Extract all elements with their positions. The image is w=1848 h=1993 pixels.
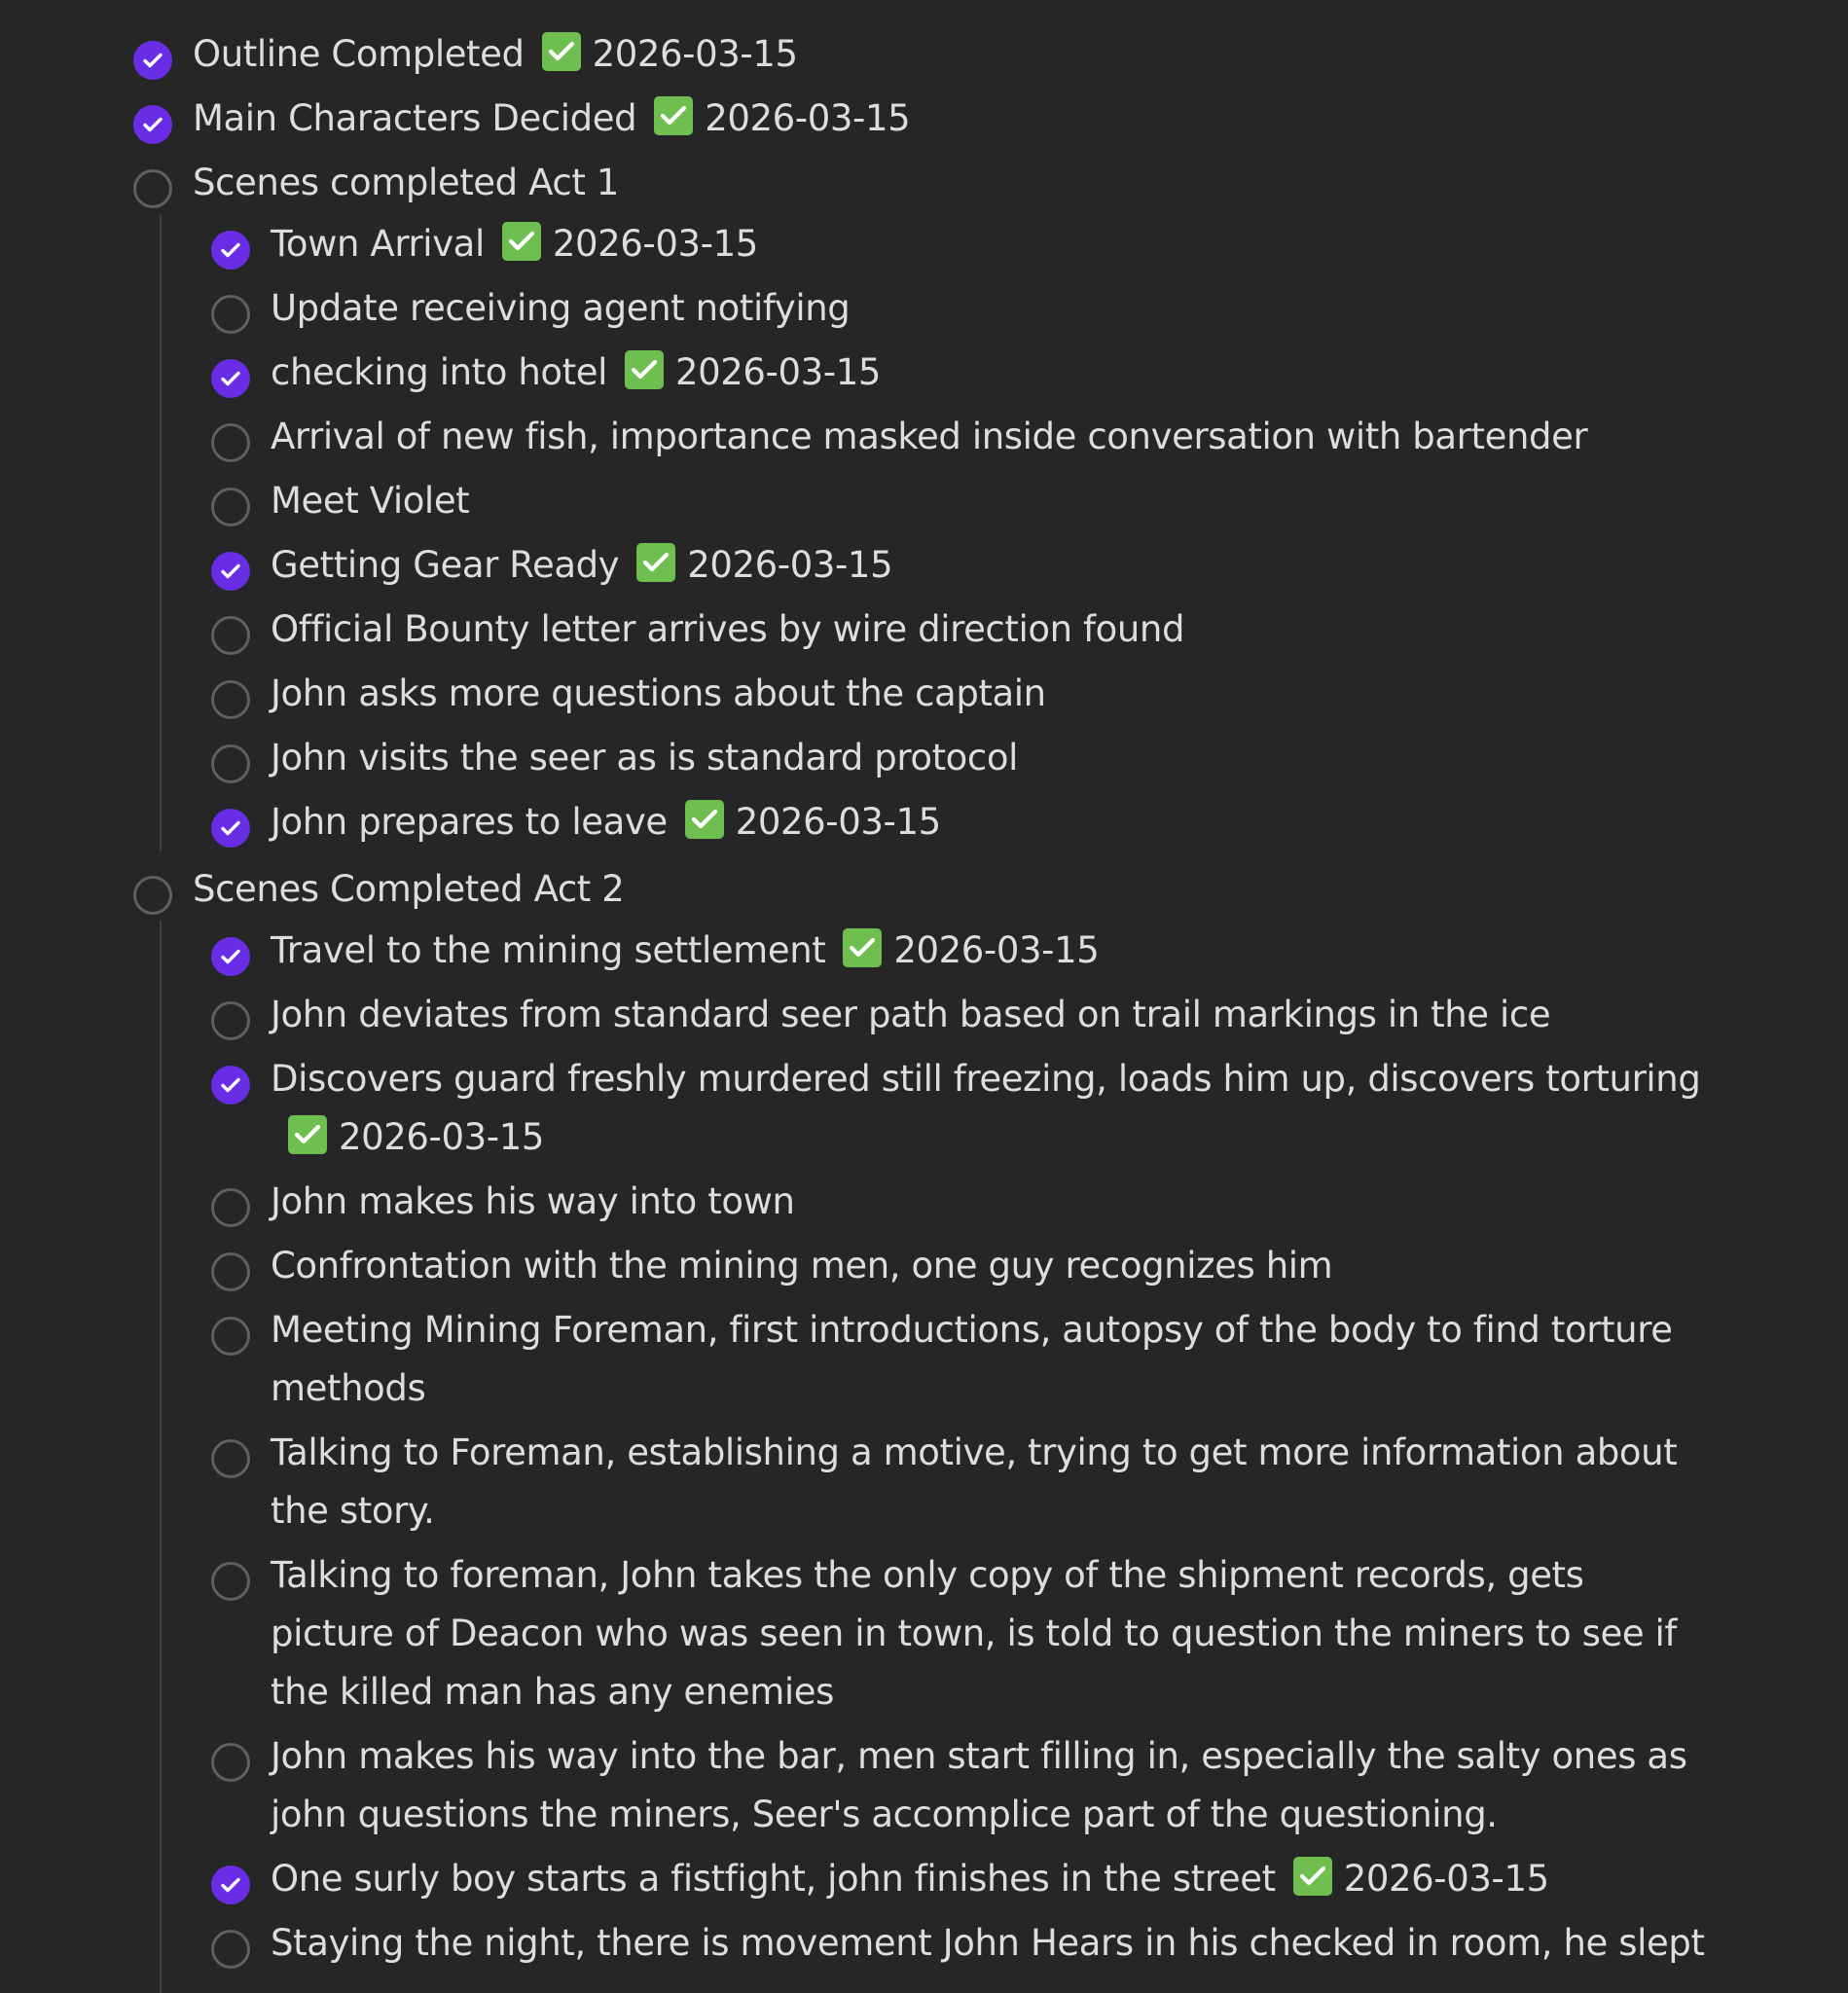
task-text — [271, 1546, 1710, 1721]
task-label: Arrival of new fish, importance masked inside conversation with bartender — [271, 416, 1588, 457]
task-item-john-asks-questions — [211, 665, 1710, 723]
empty-circle-icon[interactable] — [211, 1317, 250, 1356]
task-label: John prepares to leave — [271, 801, 668, 843]
indent-guide-act-2 — [160, 921, 162, 1993]
task-item-john-makes-way-into-town — [211, 1173, 1710, 1231]
task-label: Scenes completed Act 1 — [193, 162, 619, 203]
task-item-getting-gear-ready — [211, 536, 1710, 595]
task-item-checking-into-hotel — [211, 344, 1710, 402]
task-text — [271, 1727, 1710, 1844]
empty-circle-icon[interactable] — [211, 1001, 250, 1040]
task-label: One surly boy starts a fistfight, john finishes in the street — [271, 1858, 1276, 1900]
task-label: John asks more questions about the captain — [271, 672, 1046, 714]
task-item-john-into-bar — [211, 1727, 1710, 1844]
done-date: 2026-03-15 — [1343, 1858, 1549, 1900]
empty-circle-icon[interactable] — [211, 1252, 250, 1291]
task-item-talking-to-foreman-records — [211, 1546, 1710, 1721]
task-label: Main Characters Decided — [193, 97, 637, 139]
empty-circle-icon[interactable] — [211, 744, 250, 783]
task-label: Getting Gear Ready — [271, 544, 620, 586]
empty-circle-icon[interactable] — [133, 169, 172, 208]
check-circle-icon[interactable] — [211, 359, 250, 398]
task-item-travel-to-mining-settlement — [211, 922, 1710, 980]
task-text — [271, 472, 469, 530]
empty-circle-icon[interactable] — [211, 488, 250, 526]
task-item-confrontation-mining-men — [211, 1237, 1710, 1295]
task-item-john-deviates — [211, 986, 1710, 1044]
task-text — [271, 1237, 1332, 1295]
task-text — [193, 860, 624, 919]
task-text — [271, 665, 1046, 723]
task-item-staying-the-night — [211, 1914, 1710, 1973]
task-label: checking into hotel — [271, 351, 607, 393]
check-circle-icon[interactable] — [211, 231, 250, 270]
task-text — [271, 600, 1184, 659]
empty-circle-icon[interactable] — [211, 616, 250, 655]
task-text — [271, 986, 1550, 1044]
empty-circle-icon[interactable] — [211, 1188, 250, 1227]
task-item-main-characters-decided — [133, 90, 1710, 148]
task-text — [271, 215, 758, 273]
task-text — [271, 408, 1587, 466]
task-label: Talking to Foreman, establishing a motive, trying to get more information about the story. — [271, 1431, 1678, 1532]
task-item-surly-boy-fistfight — [211, 1850, 1710, 1908]
task-label: Town Arrival — [271, 223, 485, 265]
empty-circle-icon[interactable] — [211, 1743, 250, 1782]
task-text — [193, 154, 619, 212]
task-item-official-bounty-letter — [211, 600, 1710, 659]
task-label: Meeting Mining Foreman, first introductions, autopsy of the body to find torture methods — [271, 1309, 1673, 1409]
task-item-arrival-of-new-fish — [211, 408, 1710, 466]
task-text — [271, 1301, 1710, 1418]
done-date: 2026-03-15 — [552, 223, 758, 265]
task-text — [271, 536, 892, 595]
done-date: 2026-03-15 — [705, 97, 911, 139]
task-label: Meet Violet — [271, 480, 470, 522]
task-label: Update receiving agent notifying — [271, 287, 851, 329]
check-circle-icon[interactable] — [211, 937, 250, 976]
empty-circle-icon[interactable] — [211, 1562, 250, 1601]
done-date: 2026-03-15 — [339, 1116, 545, 1158]
task-item-scenes-act-1 — [133, 154, 1710, 212]
task-label: Scenes Completed Act 2 — [193, 868, 625, 910]
empty-circle-icon[interactable] — [133, 876, 172, 915]
white-check-mark-emoji-icon — [502, 222, 541, 261]
done-date: 2026-03-15 — [893, 929, 1100, 971]
white-check-mark-emoji-icon — [654, 96, 693, 135]
task-text — [193, 25, 798, 84]
done-date: 2026-03-15 — [687, 544, 893, 586]
task-label: Official Bounty letter arrives by wire direction found — [271, 608, 1185, 650]
task-text — [271, 279, 850, 338]
done-date: 2026-03-15 — [592, 33, 798, 75]
white-check-mark-emoji-icon — [542, 32, 581, 71]
task-item-outline-completed — [133, 25, 1710, 84]
task-label: John deviates from standard seer path based on trail markings in the ice — [271, 994, 1551, 1035]
task-item-update-receiving-agent — [211, 279, 1710, 338]
task-text — [271, 1424, 1710, 1540]
task-text — [271, 793, 941, 852]
white-check-mark-emoji-icon — [685, 800, 724, 839]
empty-circle-icon[interactable] — [211, 423, 250, 462]
white-check-mark-emoji-icon — [1293, 1857, 1332, 1896]
task-label: Outline Completed — [193, 33, 525, 75]
check-circle-icon[interactable] — [133, 41, 172, 80]
done-date: 2026-03-15 — [674, 351, 882, 393]
indent-guide-act-1 — [160, 214, 162, 852]
task-text — [271, 1850, 1549, 1908]
done-date: 2026-03-15 — [735, 801, 941, 843]
task-text — [271, 1914, 1705, 1973]
task-label: John makes his way into the bar, men start filling in, especially the salty ones as john questions the miners, Seer's accomplice part of the questioning. — [271, 1735, 1687, 1835]
empty-circle-icon[interactable] — [211, 1439, 250, 1478]
task-text — [271, 344, 881, 402]
white-check-mark-emoji-icon — [288, 1115, 327, 1154]
task-label: Travel to the mining settlement — [271, 929, 826, 971]
task-text — [271, 922, 1099, 980]
check-circle-icon[interactable] — [133, 105, 172, 144]
task-item-meeting-mining-foreman — [211, 1301, 1710, 1418]
check-circle-icon[interactable] — [211, 552, 250, 591]
task-text — [193, 90, 910, 148]
task-label: John visits the seer as is standard protocol — [271, 737, 1018, 779]
empty-circle-icon[interactable] — [211, 680, 250, 719]
task-item-talking-to-foreman-motive — [211, 1424, 1710, 1540]
task-label: Confrontation with the mining men, one guy recognizes him — [271, 1245, 1333, 1286]
task-text — [271, 1050, 1710, 1167]
empty-circle-icon[interactable] — [211, 295, 250, 334]
task-label: Discovers guard freshly murdered still freezing, loads him up, discovers torturing — [271, 1058, 1701, 1100]
task-item-town-arrival — [211, 215, 1710, 273]
white-check-mark-emoji-icon — [625, 350, 664, 389]
check-circle-icon[interactable] — [211, 1866, 250, 1904]
task-item-scenes-act-2 — [133, 860, 1710, 919]
task-label: Staying the night, there is movement John Hears in his checked in room, he slept — [271, 1922, 1705, 1964]
task-label: John makes his way into town — [271, 1180, 795, 1222]
empty-circle-icon[interactable] — [211, 1930, 250, 1969]
white-check-mark-emoji-icon — [636, 543, 675, 582]
check-circle-icon[interactable] — [211, 1066, 250, 1105]
task-item-meet-violet — [211, 472, 1710, 530]
task-text — [271, 729, 1018, 787]
task-text — [271, 1173, 795, 1231]
white-check-mark-emoji-icon — [843, 928, 882, 967]
task-label: Talking to foreman, John takes the only copy of the shipment records, gets picture of Deacon who was seen in town, is told to question the miners to see if the killed man has any enemies — [271, 1554, 1678, 1713]
task-item-john-prepares-to-leave — [211, 793, 1710, 852]
task-item-john-visits-seer — [211, 729, 1710, 787]
task-item-discovers-guard — [211, 1050, 1710, 1167]
check-circle-icon[interactable] — [211, 809, 250, 848]
